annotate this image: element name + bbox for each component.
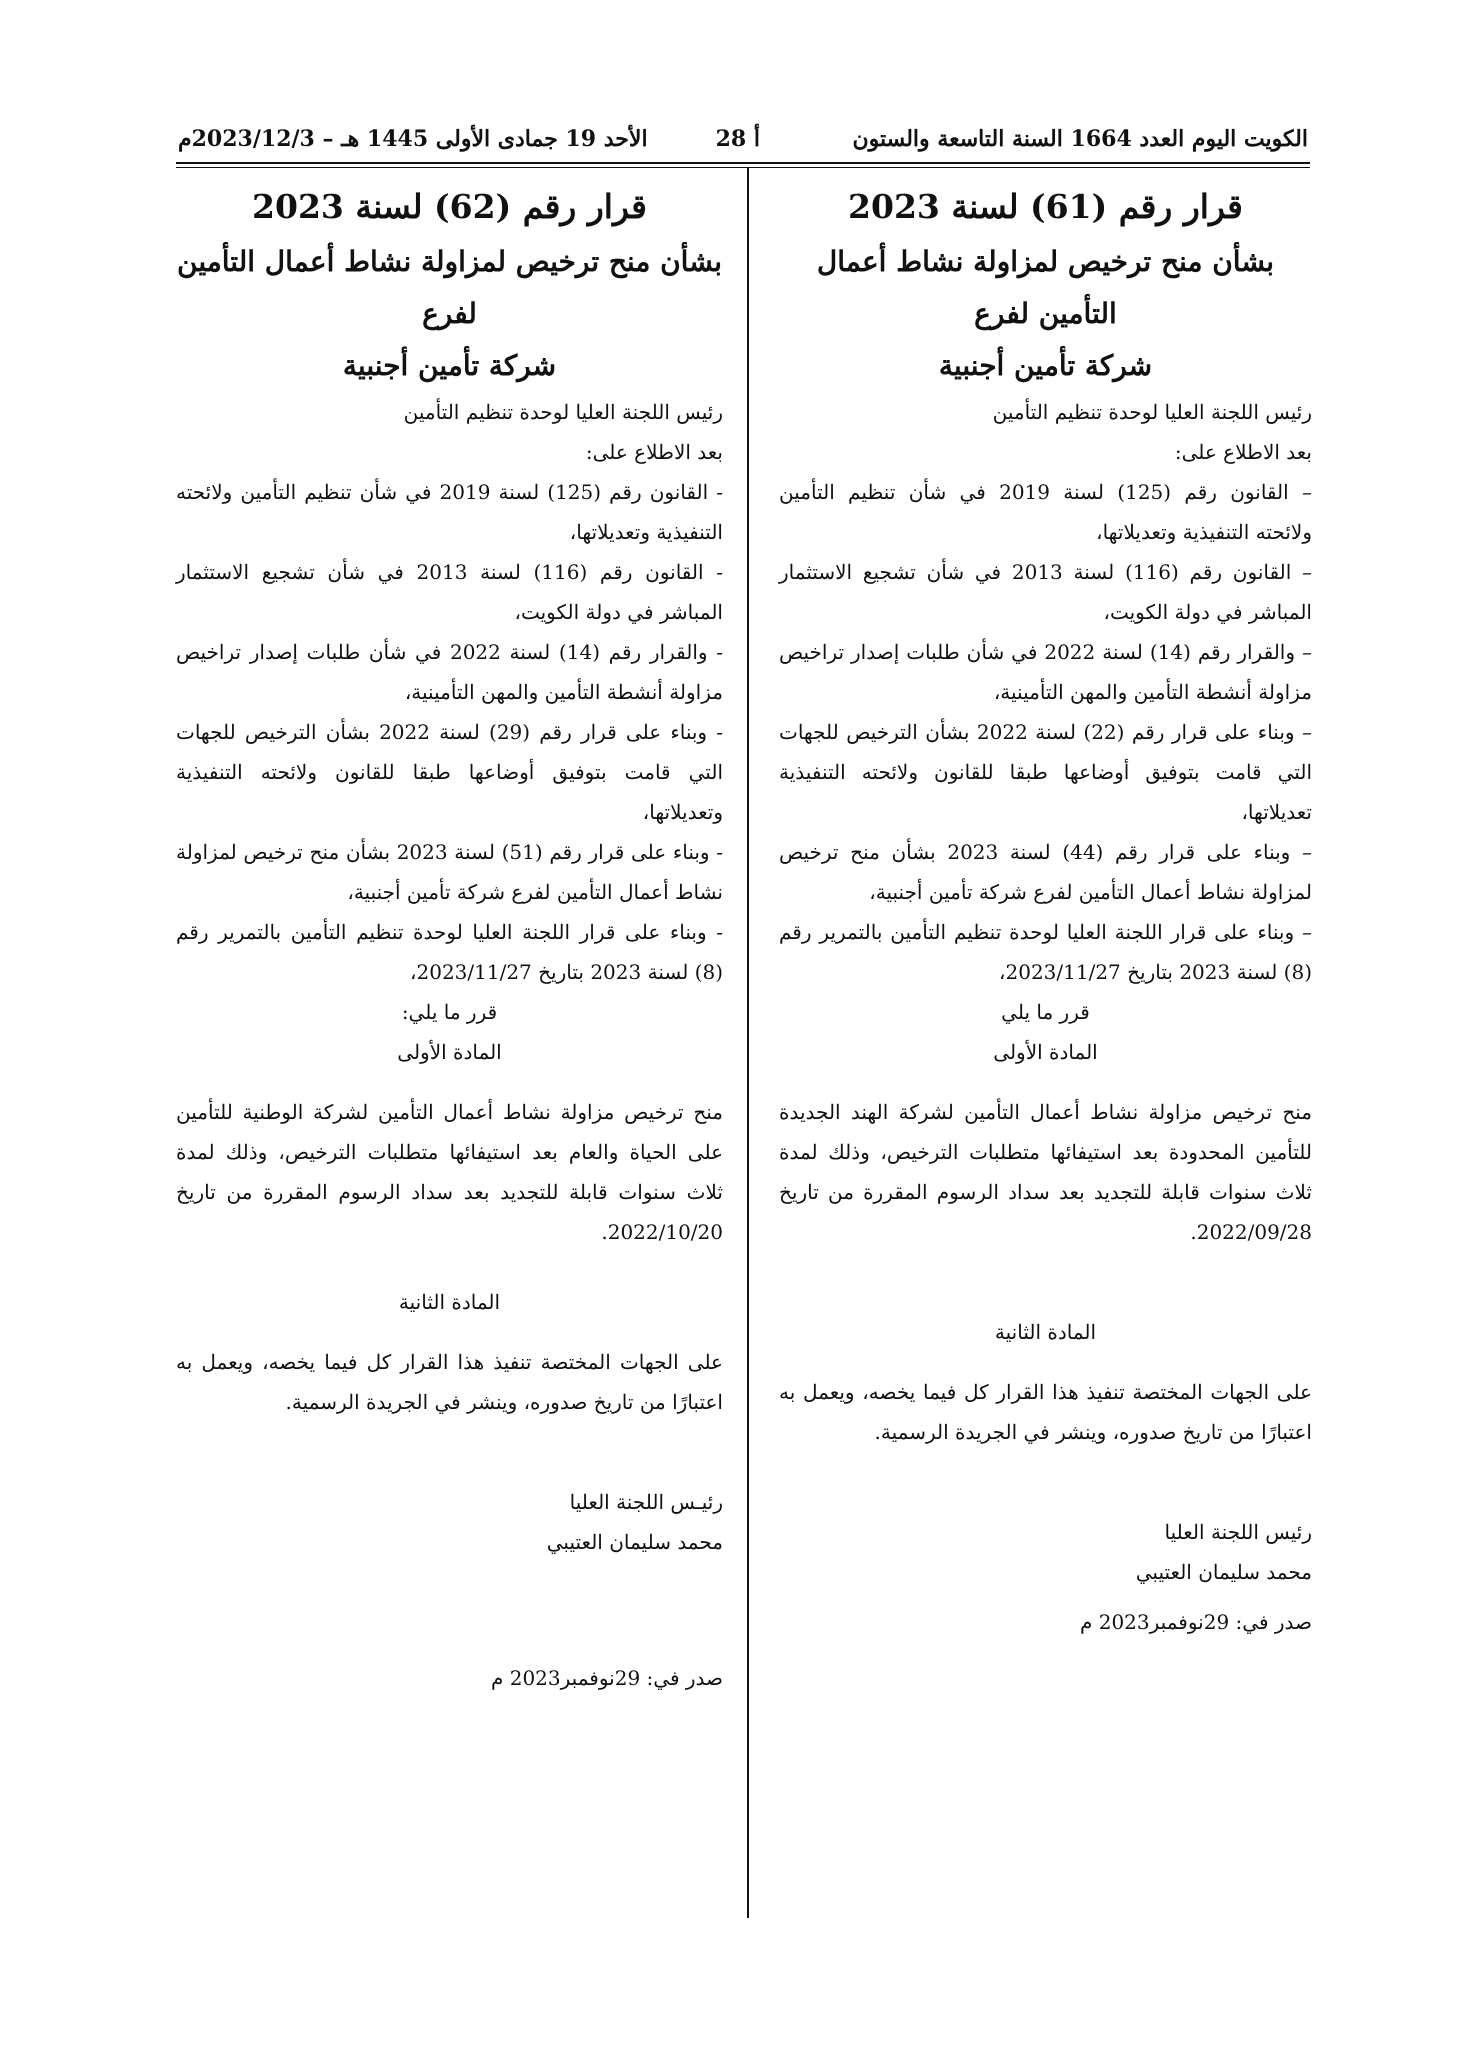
decision-title: قرار رقم (61) لسنة 2023 bbox=[848, 187, 1243, 226]
article-1-text: منح ترخيص مزاولة نشاط أعمال التأمين لشركة الهند الجديدة للتأمين المحدودة بعد استيفائها متطلبات الترخيص، وذلك لمدة ثلاث سنوات قابلة للتجديد بعد سداد الرسوم المقررة من تاريخ 2022/09/28. bbox=[779, 1100, 1312, 1244]
issue-date: صدر في: 29نوفمبر2023 م bbox=[490, 1666, 723, 1690]
article-1-heading: المادة الأولى bbox=[397, 1040, 502, 1064]
decision-title: قرار رقم (62) لسنة 2023 bbox=[252, 187, 647, 226]
signer-title: رئيس اللجنة العليا bbox=[1164, 1520, 1312, 1544]
header-issue-info: الكويت اليوم العدد 1664 السنة التاسعة والستون bbox=[852, 126, 1308, 152]
decision-subtitle: شركة تأمين أجنبية bbox=[938, 349, 1153, 382]
signer-name: محمد سليمان العتيبي bbox=[546, 1530, 723, 1554]
decision-61-column bbox=[779, 176, 1312, 1642]
decision-subtitle: بشأن منح ترخيص لمزاولة نشاط أعمال التأمين لفرع bbox=[177, 245, 722, 330]
header-page-number: أ 28 bbox=[715, 126, 760, 152]
signer-title: رئيـس اللجنة العليا bbox=[569, 1490, 723, 1514]
article-1-text: منح ترخيص مزاولة نشاط أعمال التأمين لشركة الوطنية للتأمين على الحياة والعام بعد استيفائها متطلبات الترخيص، وذلك لمدة ثلاث سنوات قابلة للتجديد بعد سداد الرسوم المقررة من تاريخ 2022/10/20. bbox=[176, 1100, 723, 1244]
decision-62-column bbox=[176, 176, 723, 1698]
issue-date: صدر في: 29نوفمبر2023 م bbox=[1079, 1610, 1312, 1634]
decided-heading: قرر ما يلي: bbox=[401, 1000, 498, 1024]
decision-subtitle: بشأن منح ترخيص لمزاولة نشاط أعمال التأمين لفرع bbox=[816, 245, 1275, 330]
preamble-item: - القانون رقم (116) لسنة 2013 في شأن تشجيع الاستثمار المباشر في دولة الكويت، bbox=[176, 560, 723, 624]
preamble-item: – وبناء على قرار رقم (44) لسنة 2023 بشأن منح ترخيص لمزاولة نشاط أعمال التأمين لفرع شركة تأمين أجنبية، bbox=[779, 840, 1312, 904]
signer-name: محمد سليمان العتيبي bbox=[1135, 1560, 1312, 1584]
decision-subtitle: شركة تأمين أجنبية bbox=[342, 349, 557, 382]
article-1-heading: المادة الأولى bbox=[993, 1040, 1098, 1064]
preamble-item: – وبناء على قرار اللجنة العليا لوحدة تنظيم التأمين بالتمرير رقم (8) لسنة 2023 بتاريخ 2023/11/27، bbox=[779, 920, 1312, 984]
header-rule-thin bbox=[176, 167, 1310, 168]
preamble-item: - وبناء على قرار اللجنة العليا لوحدة تنظيم التأمين بالتمرير رقم (8) لسنة 2023 بتاريخ 2023/11/27، bbox=[176, 920, 723, 984]
preamble-item: - وبناء على قرار رقم (51) لسنة 2023 بشأن منح ترخيص لمزاولة نشاط أعمال التأمين لفرع شركة تأمين أجنبية، bbox=[176, 840, 723, 904]
preamble-item: – وبناء على قرار رقم (22) لسنة 2022 بشأن الترخيص للجهات التي قامت بتوفيق أوضاعها طبقا للقانون ولائحته التنفيذية تعديلاتها، bbox=[779, 720, 1312, 824]
issuer-line: رئيس اللجنة العليا لوحدة تنظيم التأمين bbox=[403, 400, 723, 424]
after-review-line: بعد الاطلاع على: bbox=[1174, 440, 1312, 464]
preamble-item: - والقرار رقم (14) لسنة 2022 في شأن طلبات إصدار تراخيص مزاولة أنشطة التأمين والمهن التأمينية، bbox=[176, 640, 723, 704]
after-review-line: بعد الاطلاع على: bbox=[585, 440, 723, 464]
header-date: الأحد 19 جمادى الأولى 1445 هـ – 2023/12/3م bbox=[178, 126, 648, 152]
page-header bbox=[178, 118, 1308, 160]
article-2-heading: المادة الثانية bbox=[398, 1290, 501, 1314]
preamble-item: - القانون رقم (125) لسنة 2019 في شأن تنظيم التأمين ولائحته التنفيذية وتعديلاتها، bbox=[176, 480, 723, 544]
article-2-heading: المادة الثانية bbox=[994, 1320, 1097, 1344]
issuer-line: رئيس اللجنة العليا لوحدة تنظيم التأمين bbox=[992, 400, 1312, 424]
article-2-text: على الجهات المختصة تنفيذ هذا القرار كل فيما يخصه، ويعمل به اعتبارًا من تاريخ صدوره، وينشر في الجريدة الرسمية. bbox=[176, 1350, 723, 1414]
decided-heading: قرر ما يلي bbox=[1001, 1000, 1090, 1024]
header-rule-thick bbox=[176, 162, 1310, 164]
preamble-item: - وبناء على قرار رقم (29) لسنة 2022 بشأن الترخيص للجهات التي قامت بتوفيق أوضاعها طبقا للقانون ولائحته التنفيذية وتعديلاتها، bbox=[176, 720, 723, 824]
column-divider bbox=[747, 168, 749, 1918]
preamble-item: – القانون رقم (116) لسنة 2013 في شأن تشجيع الاستثمار المباشر في دولة الكويت، bbox=[779, 560, 1312, 624]
preamble-item: – القانون رقم (125) لسنة 2019 في شأن تنظيم التأمين ولائحته التنفيذية وتعديلاتها، bbox=[779, 480, 1312, 544]
article-2-text: على الجهات المختصة تنفيذ هذا القرار كل فيما يخصه، ويعمل به اعتبارًا من تاريخ صدوره، وينشر في الجريدة الرسمية. bbox=[779, 1380, 1312, 1444]
preamble-item: – والقرار رقم (14) لسنة 2022 في شأن طلبات إصدار تراخيص مزاولة أنشطة التأمين والمهن التأمينية، bbox=[779, 640, 1312, 704]
